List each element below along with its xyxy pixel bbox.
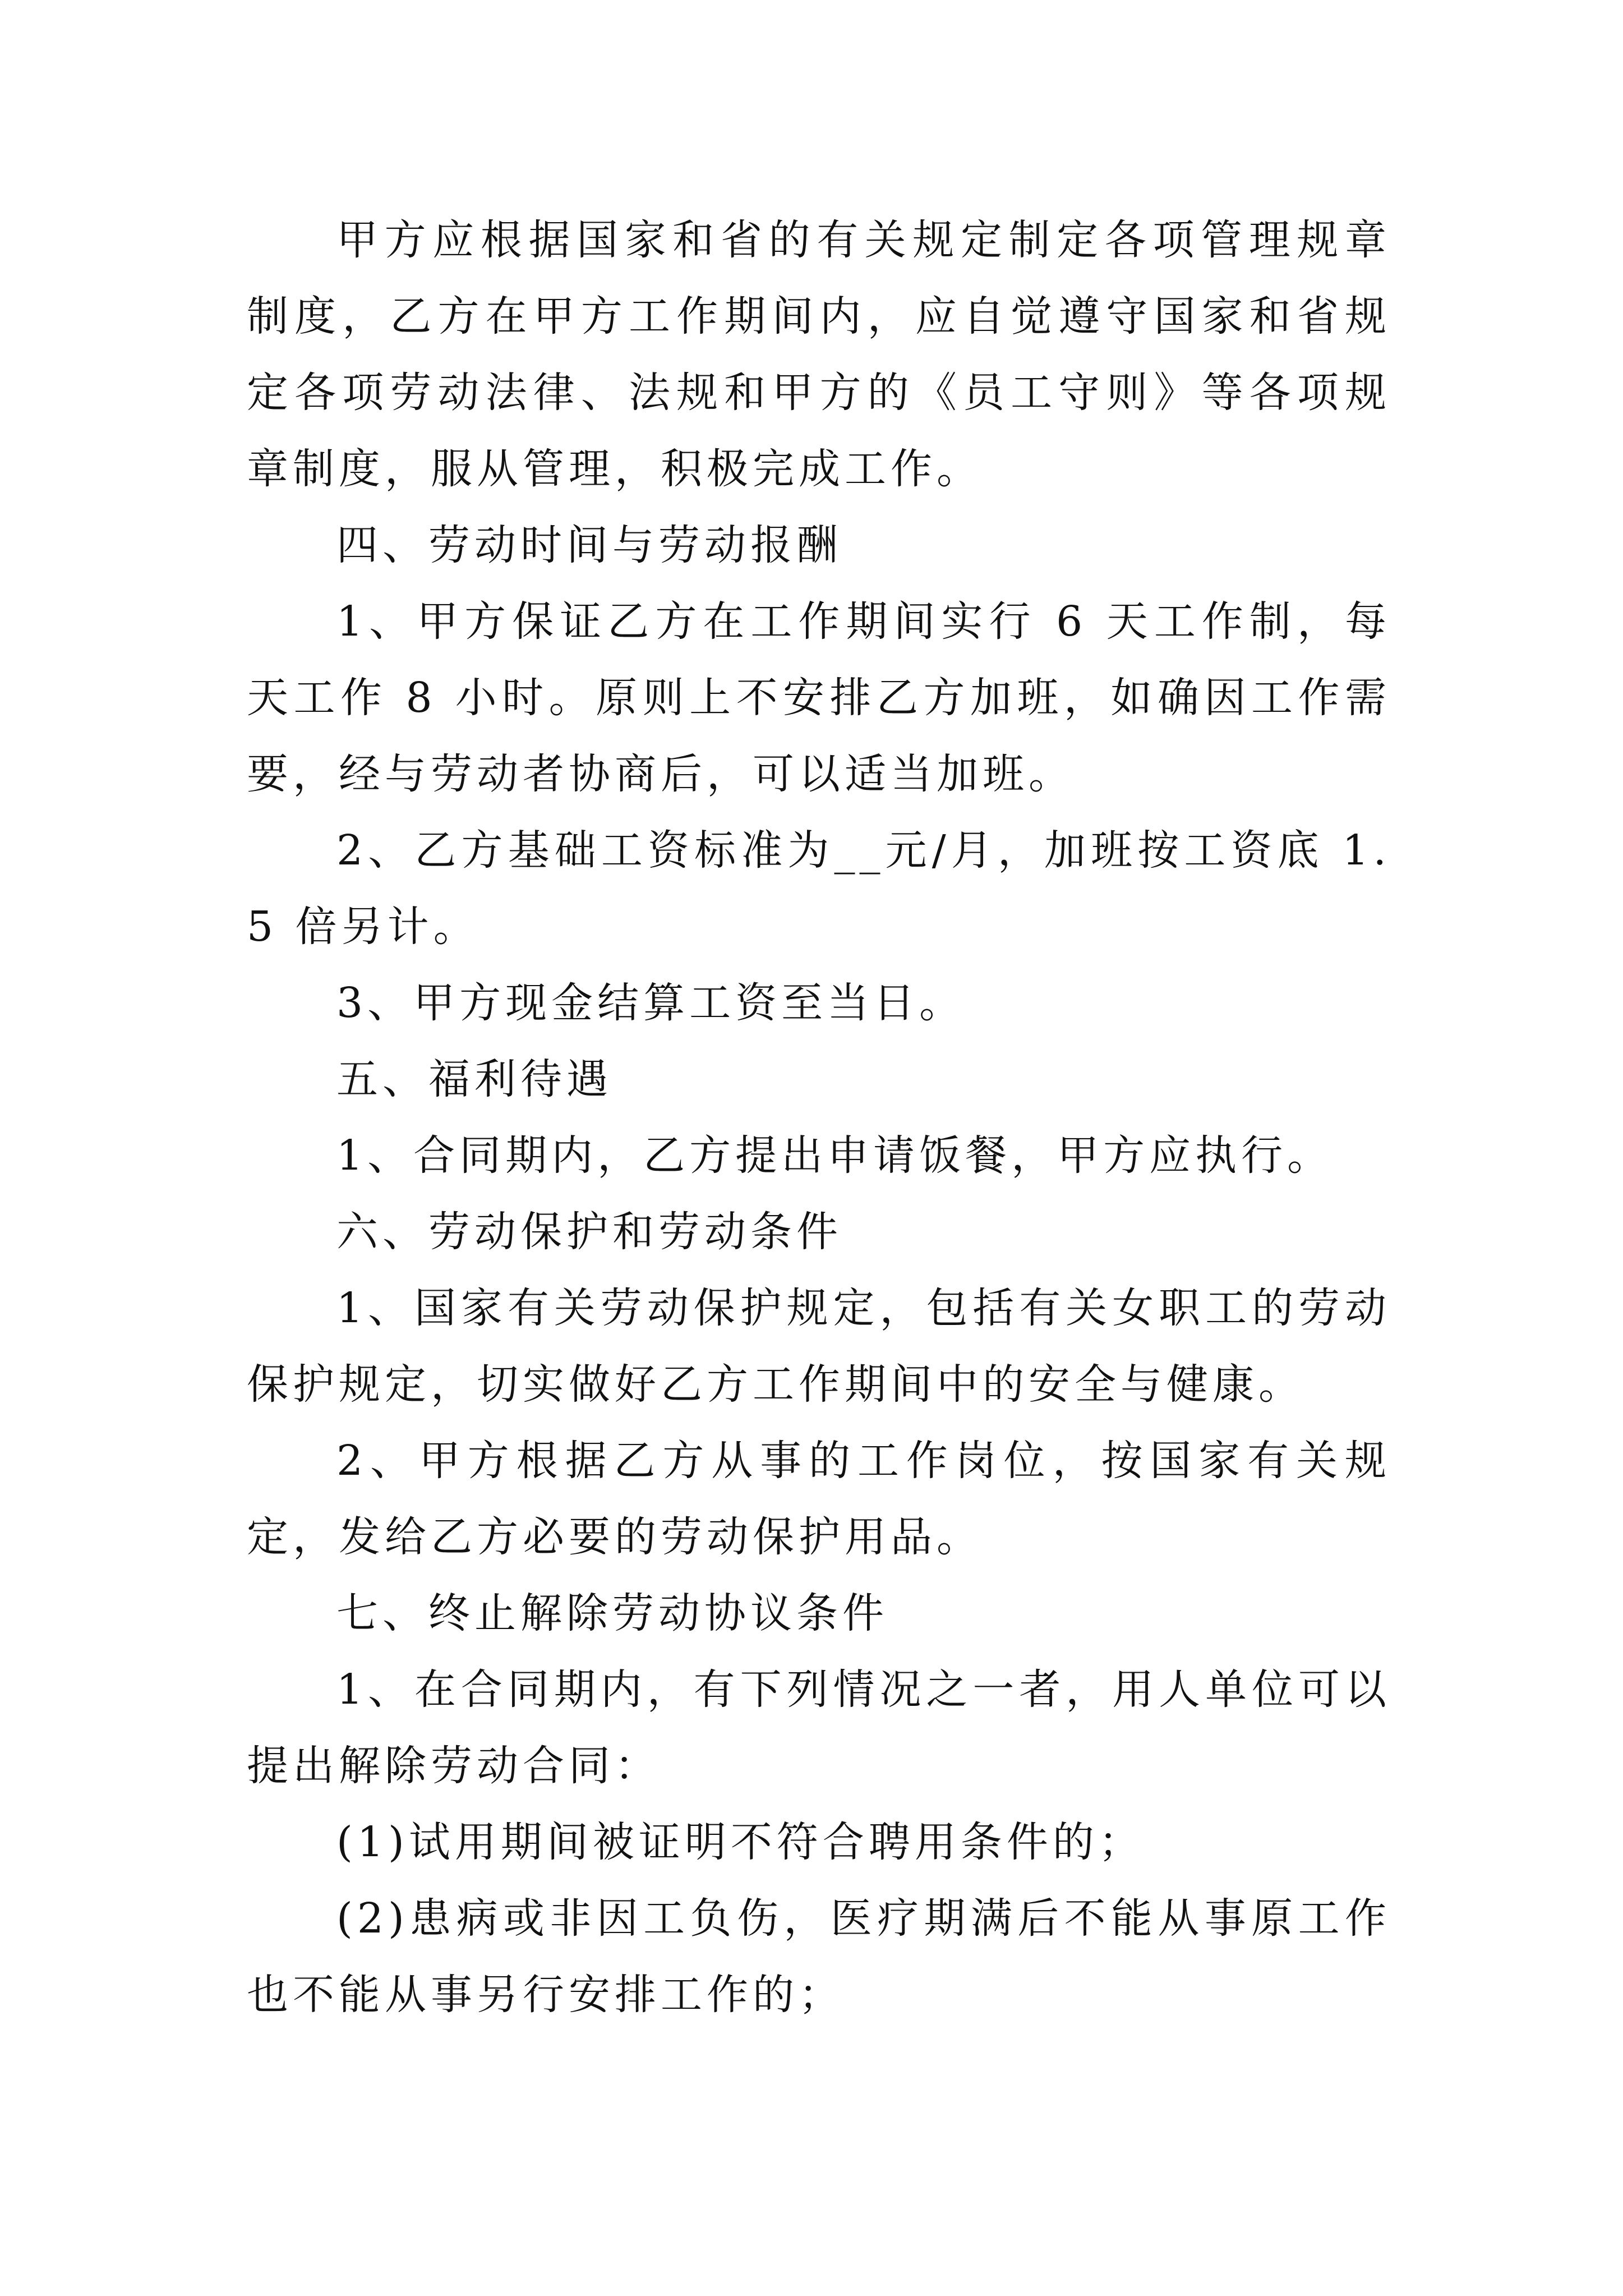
paragraph-meal-benefit: 1、合同期内，乙方提出申请饭餐，甲方应执行。 [336,1131,1334,1180]
document-body [247,202,1391,2033]
section-heading-working-hours: 四、劳动时间与劳动报酬 [336,521,842,569]
paragraph-rules-compliance: 甲方应根据国家和省的有关规定制定各项管理规章制度，乙方在甲方工作期间内，应自觉遵守国家和省规定各项劳动法律、法规和甲方的《员工守则》等各项规章制度，服从管理，积极完成工作。 [247,216,1391,493]
paragraph-termination-conditions: 1、在合同期内，有下列情况之一者，用人单位可以提出解除劳动合同： [247,1665,1391,1790]
paragraph-condition-probation: (1)试用期间被证明不符合聘用条件的； [336,1818,1145,1866]
section-heading-benefits: 五、福利待遇 [336,1055,612,1103]
paragraph-protective-equipment: 2、甲方根据乙方从事的工作岗位，按国家有关规定，发给乙方必要的劳动保护用品。 [247,1437,1391,1561]
section-heading-labor-protection: 六、劳动保护和劳动条件 [336,1208,842,1256]
paragraph-condition-illness: (2)患病或非因工负伤，医疗期满后不能从事原工作也不能从事另行安排工作的； [247,1894,1391,2019]
paragraph-salary-settlement: 3、甲方现金结算工资至当日。 [336,979,966,1027]
section-heading-termination: 七、终止解除劳动协议条件 [336,1589,888,1637]
paragraph-protection-rules: 1、国家有关劳动保护规定，包括有关女职工的劳动保护规定，切实做好乙方工作期间中的安全与健康。 [247,1284,1391,1409]
paragraph-base-salary: 2、乙方基础工资标准为__元/月，加班按工资底 1.5 倍另计。 [247,826,1391,951]
paragraph-work-schedule: 1、甲方保证乙方在工作期间实行 6 天工作制，每天工作 8 小时。原则上不安排乙方加班，如确因工作需要，经与劳动者协商后，可以适当加班。 [247,597,1391,798]
